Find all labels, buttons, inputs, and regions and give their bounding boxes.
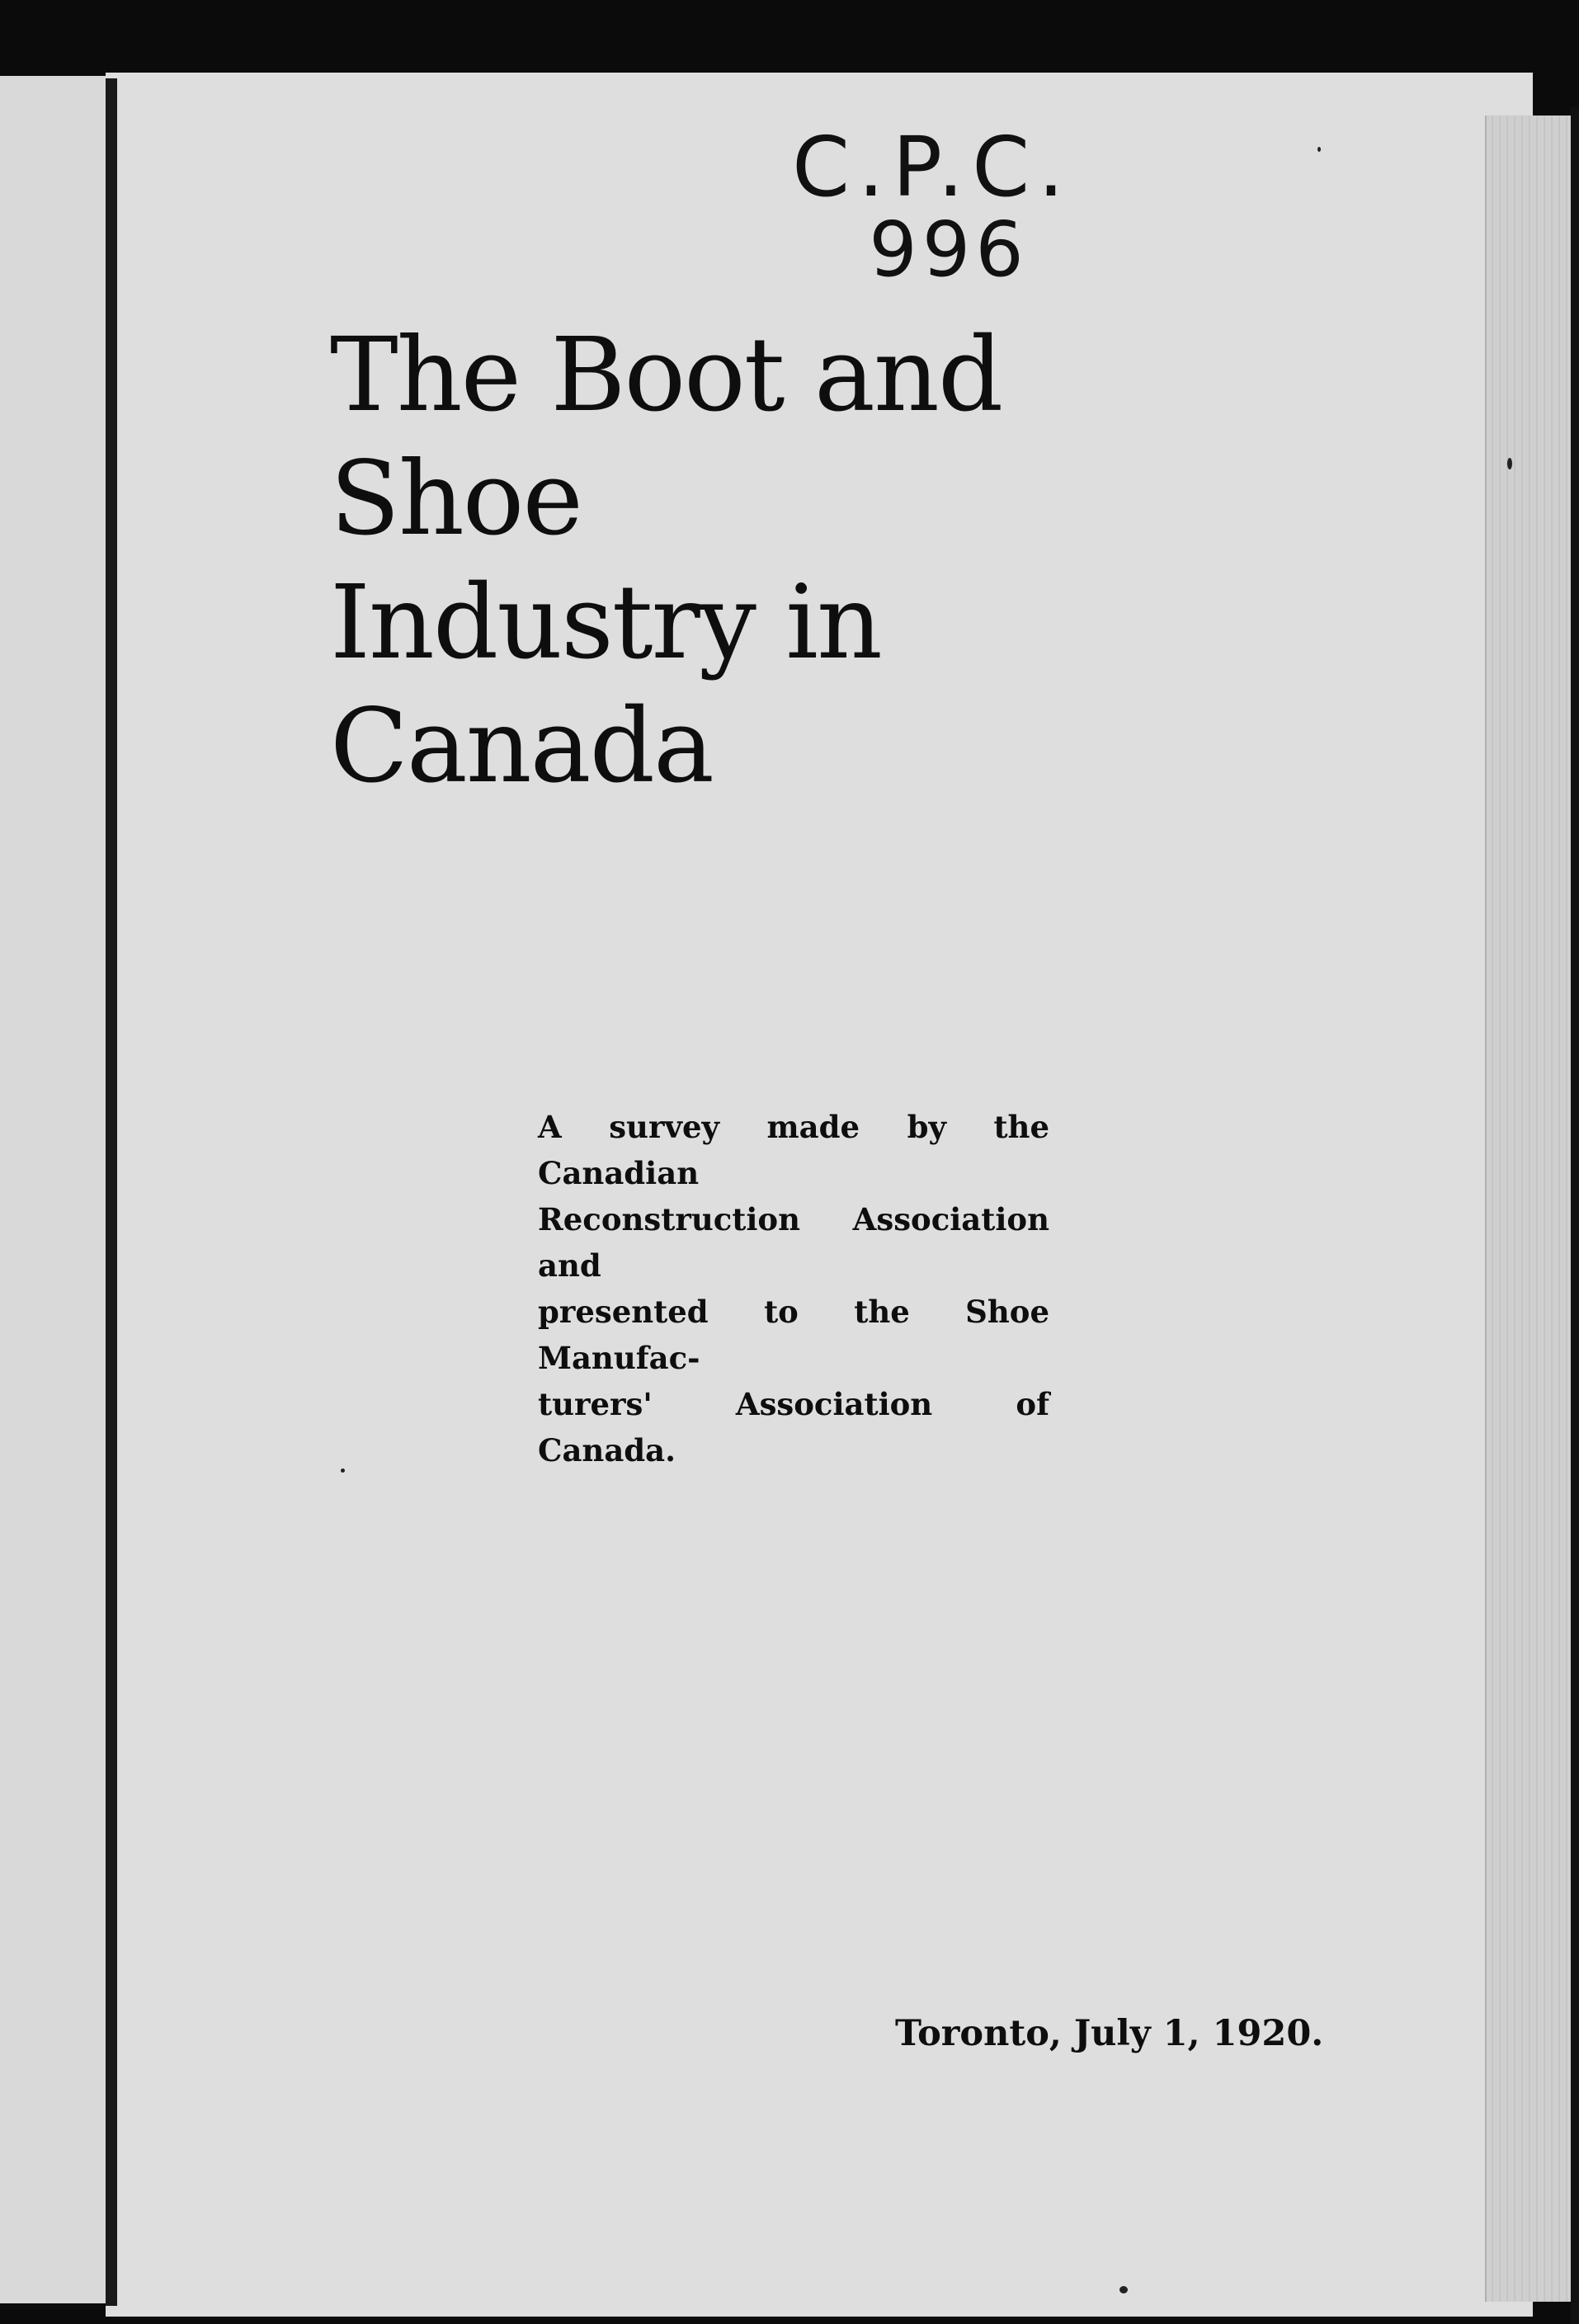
- catalog-mark-number: 996: [869, 205, 1029, 294]
- scan-speck: [1317, 147, 1321, 152]
- scan-speck: [1119, 2286, 1128, 2293]
- description-line: presented to the Shoe Manufac-: [538, 1294, 1049, 1376]
- survey-description: [538, 1104, 1049, 1473]
- scan-speck: [341, 1468, 345, 1473]
- description-line: A survey made by the Canadian: [538, 1109, 1049, 1191]
- scan-border: [1571, 107, 1579, 2324]
- catalog-mark-code: C.P.C.: [792, 119, 1072, 215]
- description-line: turers' Association of Canada.: [538, 1386, 1049, 1468]
- page-stack-edge: [1485, 115, 1572, 2302]
- publication-place-date: Toronto, July 1, 1920.: [895, 2013, 1324, 2054]
- title-line-1: The Boot and Shoe: [330, 316, 1002, 559]
- document-title: [330, 313, 1237, 808]
- facing-page-edge: [0, 76, 106, 2303]
- scan-speck: [1507, 458, 1512, 469]
- binding-edge: [106, 78, 117, 2306]
- description-line: Reconstruction Association and: [538, 1201, 1049, 1284]
- handwritten-catalog-mark: [759, 119, 1105, 294]
- title-line-2: Industry in Canada: [330, 563, 881, 806]
